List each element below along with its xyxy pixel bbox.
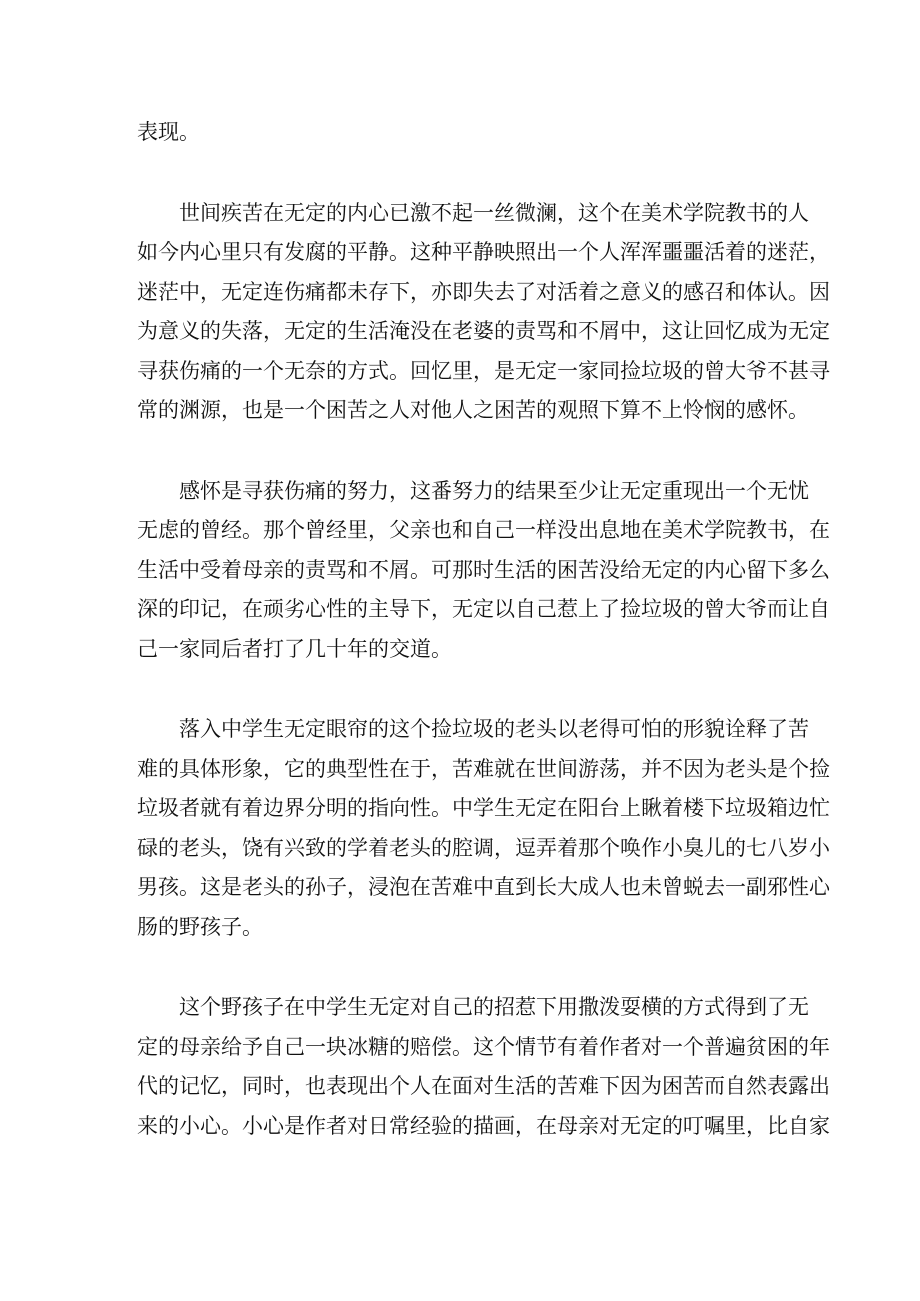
text-line: 无虑的曾经。那个曾经里，父亲也和自己一样没出息地在美术学院教书，在 bbox=[137, 518, 830, 542]
text-line: 寻获伤痛的一个无奈的方式。回忆里，是无定一家同捡垃圾的曾大爷不甚寻 bbox=[137, 358, 830, 383]
paragraph-gap bbox=[137, 947, 792, 988]
text-line: 感怀是寻获伤痛的努力，这番努力的结果至少让无定重现出一个无忧 bbox=[179, 478, 809, 503]
text-line: 垃圾者就有着边界分明的指向性。中学生无定在阳台上瞅着楼下垃圾箱边忙 bbox=[137, 796, 830, 820]
text-line: 这个野孩子在中学生无定对自己的招惹下用撒泼耍横的方式得到了无 bbox=[179, 995, 809, 1019]
paragraph bbox=[137, 194, 830, 431]
text-line: 如今内心里只有发腐的平静。这种平静映照出一个人浑浑噩噩活着的迷茫， bbox=[137, 240, 830, 264]
paragraph-gap bbox=[137, 431, 792, 472]
text-line: 代的记忆，同时，也表现出个人在面对生活的苦难下因为困苦而自然表露出 bbox=[137, 1074, 830, 1098]
text-line: 难的具体形象，它的典型性在于，苦难就在世间游荡，并不因为老头是个捡 bbox=[137, 756, 830, 781]
paragraph bbox=[137, 113, 792, 153]
text-line: 常的渊源，也是一个困苦之人对他人之困苦的观照下算不上怜悯的感怀。 bbox=[137, 398, 809, 422]
paragraph bbox=[137, 472, 830, 670]
text-line: 表现。 bbox=[137, 120, 200, 144]
text-line: 己一家同后者打了几十年的交道。 bbox=[137, 636, 452, 661]
body-text bbox=[137, 113, 830, 1146]
text-line: 来的小心。小心是作者对日常经验的描画，在母亲对无定的叮嘱里，比自家 bbox=[137, 1113, 830, 1138]
text-line: 为意义的失落，无定的生活淹没在老婆的责骂和不屑中，这让回忆成为无定 bbox=[137, 319, 830, 343]
text-line: 世间疾苦在无定的内心已激不起一丝微澜，这个在美术学院教书的人 bbox=[179, 200, 809, 225]
text-line: 定的母亲给予自己一块冰糖的赔偿。这个情节有着作者对一个普遍贫困的年 bbox=[137, 1034, 830, 1059]
text-line: 迷茫中，无定连伤痛都未存下，亦即失去了对活着之意义的感召和体认。因 bbox=[137, 279, 830, 304]
text-line: 深的印记，在顽劣心性的主导下，无定以自己惹上了捡垃圾的曾大爷而让自 bbox=[137, 597, 830, 621]
text-line: 男孩。这是老头的孙子，浸泡在苦难中直到长大成人也未曾蜕去一副邪性心 bbox=[137, 875, 830, 899]
text-line: 碌的老头，饶有兴致的学着老头的腔调，逗弄着那个唤作小臭儿的七八岁小 bbox=[137, 835, 830, 860]
paragraph-gap bbox=[137, 153, 792, 194]
text-line: 肠的野孩子。 bbox=[137, 914, 263, 939]
paragraph-gap bbox=[137, 669, 792, 710]
paragraph bbox=[137, 710, 830, 947]
paragraph bbox=[137, 988, 830, 1146]
text-line: 落入中学生无定眼帘的这个捡垃圾的老头以老得可怕的形貌诠释了苦 bbox=[179, 717, 809, 741]
text-line: 生活中受着母亲的责骂和不屑。可那时生活的困苦没给无定的内心留下多么 bbox=[137, 557, 830, 582]
